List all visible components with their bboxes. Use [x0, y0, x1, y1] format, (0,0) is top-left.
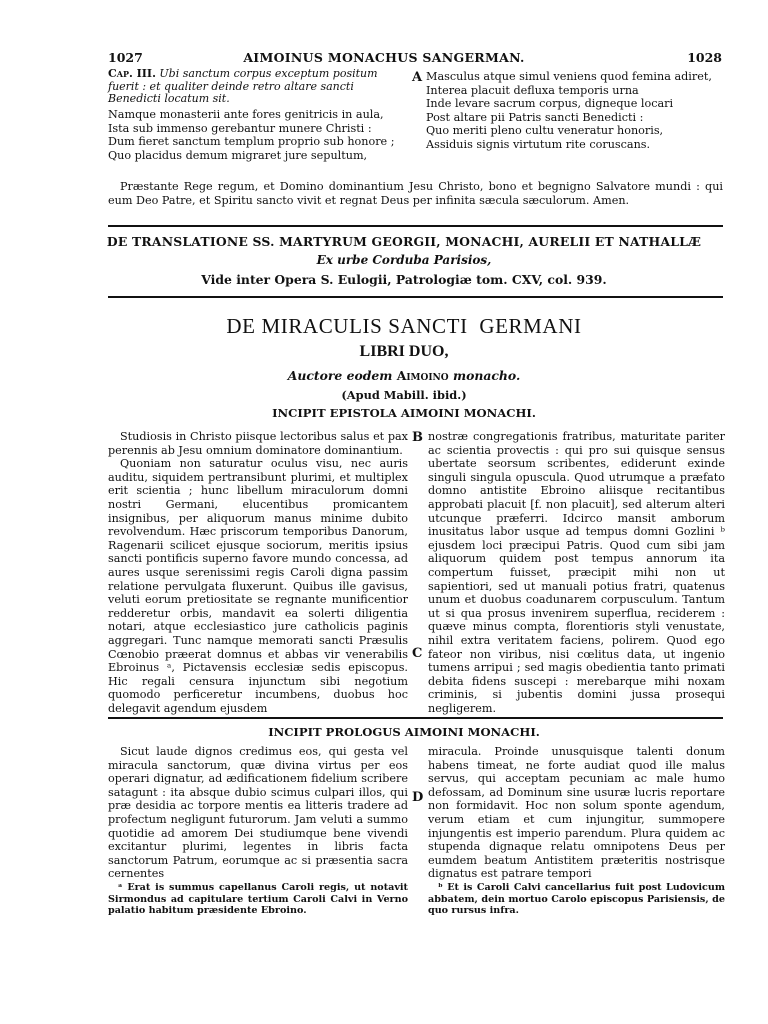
paragraph: Studiosis in Christo piisque lectoribus salus et pax perennis ab Jesu omnium dominatore dominantium.	[108, 430, 408, 457]
verse-line: Dum fieret sanctum templum proprio sub honore ;	[108, 135, 395, 149]
margin-marker-c: C	[412, 646, 423, 661]
prologus-left-column	[108, 745, 408, 881]
epistola-left-column	[108, 430, 408, 715]
verse-line: Assiduis signis virtutum rite coruscans.	[426, 137, 651, 151]
chapter-caption	[108, 68, 408, 106]
margin-marker-b: B	[412, 430, 423, 445]
paragraph: Sicut laude dignos credimus eos, qui gesta vel miracula sanctorum, quæ divina virtus per eos operari dignatur, ad ædificationem fidelium scribere satagunt : ita absque dubio scimus culpari illos, qui præ desidia ac torpore mentis ea litteris tradere ad profectum negligunt futurorum. Jam veluti a summo quotidie ad amorem Dei studiumque bene vivendi excitantur plurimi, legentes in libris facta sanctorum Patrum, eorumque ac si præsentia sacra cernentes	[108, 745, 408, 881]
translation-title: DE TRANSLATIONE SS. MARTYRUM GEORGII, MONACHI, AURELII ET NATHALLÆ	[106, 234, 702, 249]
verse-line: Quo placidus demum migraret jure sepultum,	[108, 148, 368, 162]
paragraph: Quoniam non saturatur oculus visu, nec auris auditu, siquidem pertransibunt plurimi, et multiplex erit scientia ; hunc libellum miraculorum domni nostri Germani, elucentibus promicantem insignibus, per aliquorum manus minime dubito revolvendum. Hæc priscorum temporibus Danorum, Ragenarii scilicet ejusque sociorum, meritis ipsius sancti pontificis superno favore mundo concessa, ad aures usque serenissimi regis Caroli digna passim relatione pervulgata fluxerunt. Quibus ille gavisus, veluti eorum pretiositate se regnante munificentior redderetur orbis, mandavit ea solerti diligentia notari, atque ecclesiastico jure catholicis paginis aggregari. Tunc namque memorati sancti Præsulis Cœnobio præerat domnus et abbas vir venerabilis Ebroinus ᵃ, Pictavensis ecclesiæ sedis episcopus. Hic regali censura injunctum sibi negotium quomodo perficeretur incumbens, duobus hoc delegavit agendum ejusdem	[108, 457, 408, 715]
source-reference: (Apud Mabill. ibid.)	[341, 388, 467, 402]
chapter-label: Cap. III.	[108, 67, 156, 80]
prologus-heading: INCIPIT PROLOGUS AIMOINI MONACHI.	[268, 725, 540, 739]
verse-line: Interea placuit defluxa temporis urna	[426, 83, 639, 97]
margin-marker-d: D	[412, 790, 424, 805]
prologus-right-column	[428, 745, 725, 881]
work-subtitle: LIBRI DUO,	[359, 343, 449, 360]
verse-line: Post altare pii Patris sancti Benedicti :	[426, 110, 644, 124]
work-title: DE MIRACULIS SANCTI GERMANI	[226, 314, 582, 338]
divider	[108, 717, 723, 719]
verse-line: Inde levare sacrum corpus, digneque locari	[426, 97, 674, 111]
poem-left	[108, 108, 413, 162]
verse-line: Quo meriti pleno cultu veneratur honoris,	[426, 124, 664, 138]
page-number-left: 1027	[108, 50, 143, 65]
closing-doxology: Præstante Rege regum, et Domino dominantium Jesu Christo, bono et begnigno Salvatore mundi : qui eum Deo Patre, et Spiritu sancto vivit et regnat Deus per infinita sæcula sæculorum. Amen.	[108, 180, 723, 207]
epistola-right-column	[428, 430, 725, 715]
author-line: Auctore eodem Aimoino monacho.	[287, 368, 521, 383]
divider	[108, 296, 723, 298]
verse-line: Namque monasterii ante fores genitricis in aula,	[108, 108, 384, 121]
verse-line: Ista sub immenso gerebantur munere Christi :	[108, 121, 372, 135]
footnote-b: ᵇ Et is Caroli Calvi cancellarius fuit post Ludovicum abbatem, dein mortuo Carolo episcopus Parisiensis, de quo rursus infra.	[428, 882, 725, 917]
epistola-heading: INCIPIT EPISTOLA AIMOINI MONACHI.	[272, 406, 536, 420]
verse-line: Masculus atque simul veniens quod femina adiret,	[426, 70, 712, 83]
footnote-a: ᵃ Erat is summus capellanus Caroli regis, ut notavit Sirmondus ad capitulare tertium Caroli Calvi in Verno palatio habitum præsidente Ebroino.	[108, 882, 408, 917]
divider	[108, 225, 723, 227]
paragraph: miracula. Proinde unusquisque talenti donum habens timeat, ne forte audiat quod ille malus servus, qui acceptam pecuniam ac male humo defossam, ad Dominum sine usuræ lucris reportare non formidavit. Hoc non solum sponte agendum, verum etiam et cum injungitur, summopere injungentis est imperio parendum. Plura quidem ac stupenda dignaque relatu omnipotens Deus per eumdem beatum Antistitem præteritis nostrisque dignatus est patrare tempori	[428, 745, 725, 881]
running-title: AIMOINUS MONACHUS SANGERMAN.	[243, 50, 525, 65]
chapter-title: Ubi sanctum corpus exceptum positum fuerit : et qualiter deinde retro altare sancti Benedicti locatum sit.	[108, 67, 378, 106]
paragraph: nostræ congregationis fratribus, maturitate pariter ac scientia provectis : qui pro sui quisque sensus ubertate seorsum scribentes, ediderunt exinde singuli singula opuscula. Quod utrumque a præfato domno antistite Ebroino aliisque recitantibus approbati placuit [f. non placuit], sed alterum alteri utcunque præferri. Idcirco mansit amborum inusitatus labor usque ad tempus domni Gozlini ᵇ ejusdem loci præcipui Patris. Quod cum sibi jam aliquorum quidem post tempus annorum ita compertum fuisset, præcipit mihi non ut sapientiori, sed ut manuali potius fratri, quatenus unum et duobus coadunarem corpusculum. Tantum ut si qua prosus invenirem superflua, reciderem : quæve minus compta, florentioris styli venustate, nihil extra veritatem faciens, polirem. Quod ego fateor non viribus, nisi cœlitus data, ut ingenio tumens arripui ; sed magis obedientia tanto primati debita fidens suscepi : merebarque mihi noxam criminis, si jubentis domini jussa prosequi negligerem.	[428, 430, 725, 715]
page-number-right: 1028	[687, 50, 722, 65]
poem-right	[426, 70, 726, 152]
margin-marker-a: A	[412, 70, 423, 85]
author-name: Aimoino	[396, 368, 449, 383]
translation-subtitle: Ex urbe Corduba Parisios,	[316, 253, 492, 267]
translation-reference: Vide inter Opera S. Eulogii, Patrologiæ tom. CXV, col. 939.	[201, 272, 607, 287]
